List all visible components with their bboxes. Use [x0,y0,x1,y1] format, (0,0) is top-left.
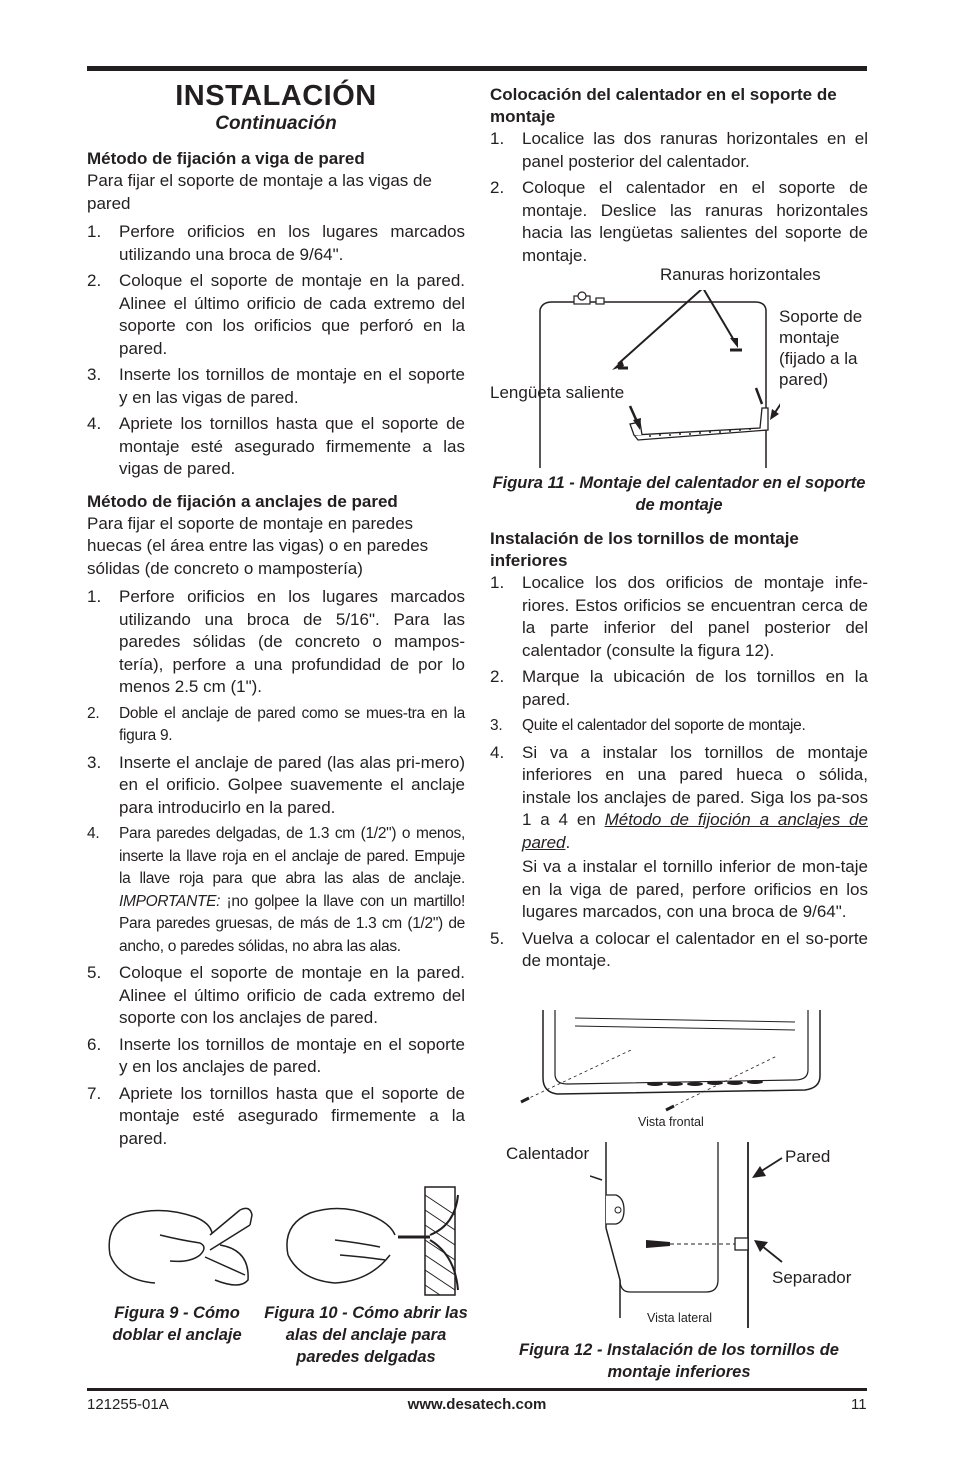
label-spacer: Separador [772,1268,852,1287]
section-intro-anchor: Para fijar el soporte de montaje en paredes huecas (el área entre las vigas) o en paredes sólidas (de concreto o mampostería) [87,513,429,578]
list-item: 3. Inserte los tornillos de montaje en el soporte y en las vigas de pared. [87,365,465,407]
page-subtitle: Continuación [215,113,337,134]
figure-10-caption: Figura 10 - Cómo abrir las alas del anclaje para paredes delgadas [264,1304,468,1366]
list-item: 7. Apriete los tornillos hasta que el soporte de montaje esté asegurado firmemente a la pared. [87,1083,465,1148]
section-heading-stud: Método de fijación a viga de pared [87,149,365,168]
label-horizontal-slots: Ranuras horizontales [660,265,821,284]
label-protruding-tab: Lengüeta saliente [490,383,625,402]
list-item: 2. Doble el anclaje de pared como se mues-tra en la figura 9. [87,704,465,744]
list-item: 4. Si va a instalar los tornillos de montaje inferiores en una pared hueca o sólida, instale los anclajes de pared. Siga los pa-sos 1 a 4 en Método de fijoción a anclajes de pared. Si va a instalar el tornillo inferior de mon-taje en la viga de pared, perfore orificios en los lugares marcados, con una broca de 9/64". [490,742,868,921]
page-title: INSTALACIÓN [175,80,377,112]
list-item: 1. Perfore orificios en los lugares marcados utilizando una broca de 5/16". Para las paredes sólidas (de concreto o mampos-tería), perfore a una profundidad de por lo menos 2.5 cm (1"). [87,587,465,696]
figure-12-side-view [590,1140,770,1330]
figure-11-illustration [530,290,780,470]
placement-steps [490,128,868,267]
right-column [490,84,868,275]
front-view-label: Vista frontal [638,1115,704,1129]
section-intro-stud: Para fijar el soporte de montaje a las vigas de pared [87,171,432,213]
list-item: 2. Coloque el soporte de montaje en la pared. Alinee el último orificio de cada extremo del soporte con los orificios que perforó en la pared. [87,271,465,358]
figure-9-illustration [100,1195,260,1295]
list-item: 2. Coloque el calentador en el soporte de montaje. Deslice las ranuras horizontales hacia las lengüetas salientes del soporte de montaje. [490,178,868,265]
list-item: 3. Inserte el anclaje de pared (las alas pri-mero) en el orificio. Golpee suavemente el anclaje para introducirlo en la pared. [87,752,465,817]
right-column-lower [490,528,868,981]
part-number: 121255-01A [87,1396,169,1413]
list-item: 1. Perfore orificios en los lugares marcados utilizando una broca de 9/64". [87,222,465,264]
list-item: 5. Coloque el soporte de montaje en la pared. Alinee el último orificio de cada extremo del soporte con los anclajes de pared. [87,963,465,1027]
figure-12-caption: Figura 12 - Instalación de los tornillos de montaje inferiores [519,1341,839,1381]
figure-10-illustration [280,1185,465,1300]
section-heading-placement: Colocación del calentador en el soporte de montaje [490,85,837,126]
stud-steps [87,221,465,481]
list-item: 3. Quite el calentador del soporte de montaje. [490,717,806,734]
list-item: 4. Apriete los tornillos hasta que el soporte de montaje esté asegurado firmemente a las vigas de pared. [87,414,465,478]
list-item: 5. Vuelva a colocar el calentador en el so-porte de montaje. [490,928,868,970]
figure-11-caption: Figura 11 - Montaje del calentador en el soporte de montaje [492,474,866,514]
label-heater: Calentador [506,1144,590,1163]
figure-9-caption: Figura 9 - Cómo doblar el anclaje [112,1304,242,1344]
figure-12-front-view [515,1008,830,1118]
list-item: 2. Marque la ubicación de los tornillos en la pared. [490,667,868,709]
label-wall: Pared [785,1147,831,1166]
anchor-steps [87,586,465,1150]
list-item: 1. Localice los dos orificios de montaje infe-riores. Estos orificios se encuentran cerca de la parte inferior del panel posterior del calentador (consulte la figura 12). [490,573,868,660]
anchor-method-link: Método de fijoción a anclajes de pared [522,810,868,852]
section-heading-lower-screws: Instalación de los tornillos de montaje inferiores [490,529,799,570]
side-view-label: Vista lateral [647,1311,713,1325]
list-item: 6. Inserte los tornillos de montaje en el soporte y en los anclajes de pared. [87,1034,465,1076]
label-mounting-bracket: Soporte de montaje (fijado a la pared) [779,307,863,389]
list-item: 4. Para paredes delgadas, de 1.3 cm (1/2") o menos, inserte la llave roja en el anclaje de pared. Empuje la llave roja para que abra las alas de anclaje. IMPORTANTE: ¡no golpee la llave con un martillo! Para paredes gruesas, de más de 1.3 cm (1/2") de ancho, o paredes sólidas, no abra las alas. [87,825,465,955]
page-number: 11 [851,1396,867,1413]
top-rule [87,66,867,71]
website: www.desatech.com [407,1396,547,1413]
bottom-rule [87,1388,867,1391]
left-column [87,80,465,1158]
section-heading-anchor: Método de fijación a anclajes de pared [87,491,398,511]
figure-12-arrows [748,1150,788,1280]
lower-screw-steps [490,572,868,973]
list-item: 1. Localice las dos ranuras horizontales en el panel posterior del calentador. [490,129,868,171]
